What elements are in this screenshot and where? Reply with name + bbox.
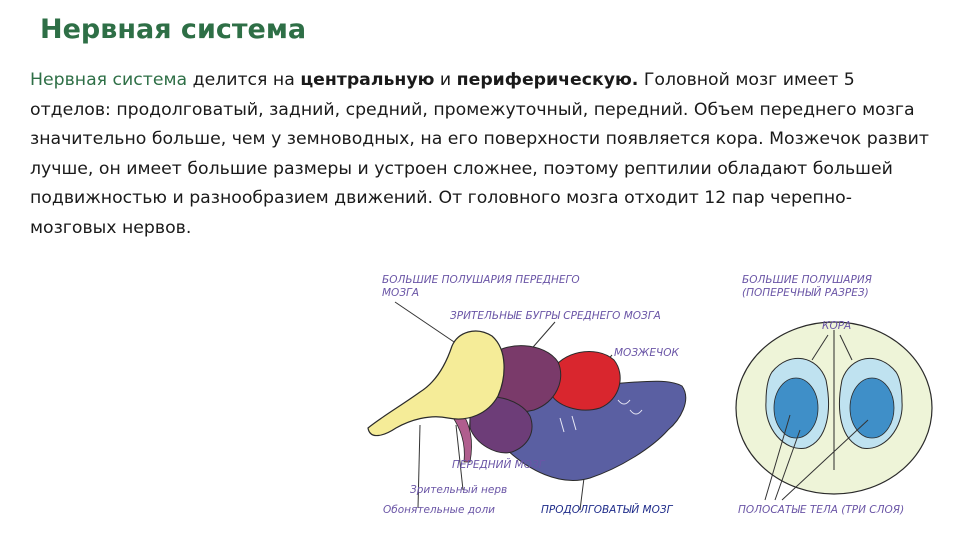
label-section-title-line1: БОЛЬШИЕ ПОЛУШАРИЯ — [742, 274, 872, 286]
label-optic-lobes: ЗРИТЕЛЬНЫЕ БУГРЫ СРЕДНЕГО МОЗГА — [450, 310, 661, 322]
paragraph-seg1: делится на — [187, 70, 301, 90]
label-section-title-line2: (ПОПЕРЕЧНЫЙ РАЗРЕЗ) — [742, 287, 869, 299]
label-hemispheres-line2: МОЗГА — [382, 287, 420, 299]
label-hemispheres — [382, 274, 580, 300]
paragraph-seg2: и — [434, 70, 457, 90]
label-forebrain: ПЕРЕДНИЙ МОЗГ — [452, 459, 545, 471]
label-section-title — [742, 274, 872, 300]
paragraph-seg3: Головной мозг имеет 5 отделов: продолговатый, задний, средний, промежуточный, передний. Объем переднего мозга значительно больше, чем у земноводных, на его поверхности появляется кора. Мозжечок развит лучше, он имеет большие размеры и устроен сложнее, поэтому рептилии обладают большей подвижностью и разнообразием движений. От головного мозга отходит 12 пар черепно-мозговых нервов. — [30, 70, 929, 238]
label-striatum: ПОЛОСАТЫЕ ТЕЛА (ТРИ СЛОЯ) — [738, 504, 905, 516]
label-medulla: ПРОДОЛГОВАТЫЙ МОЗГ — [541, 504, 673, 516]
slide-title: Нервная система — [40, 14, 307, 45]
label-hemispheres-line1: БОЛЬШИЕ ПОЛУШАРИЯ ПЕРЕДНЕГО — [382, 274, 580, 286]
section-right-striatum — [850, 378, 894, 438]
paragraph-bold-peripheral: периферическую. — [456, 70, 639, 90]
paragraph-accent: Нервная система — [30, 70, 188, 90]
label-optic-nerve: Зрительный нерв — [410, 484, 508, 496]
label-cerebellum: МОЗЖЕЧОК — [614, 347, 679, 359]
label-cortex: КОРА — [822, 320, 852, 332]
paragraph-bold-central: центральную — [300, 70, 435, 90]
section-left-striatum — [774, 378, 818, 438]
label-olfactory: Обонятельные доли — [383, 504, 495, 516]
